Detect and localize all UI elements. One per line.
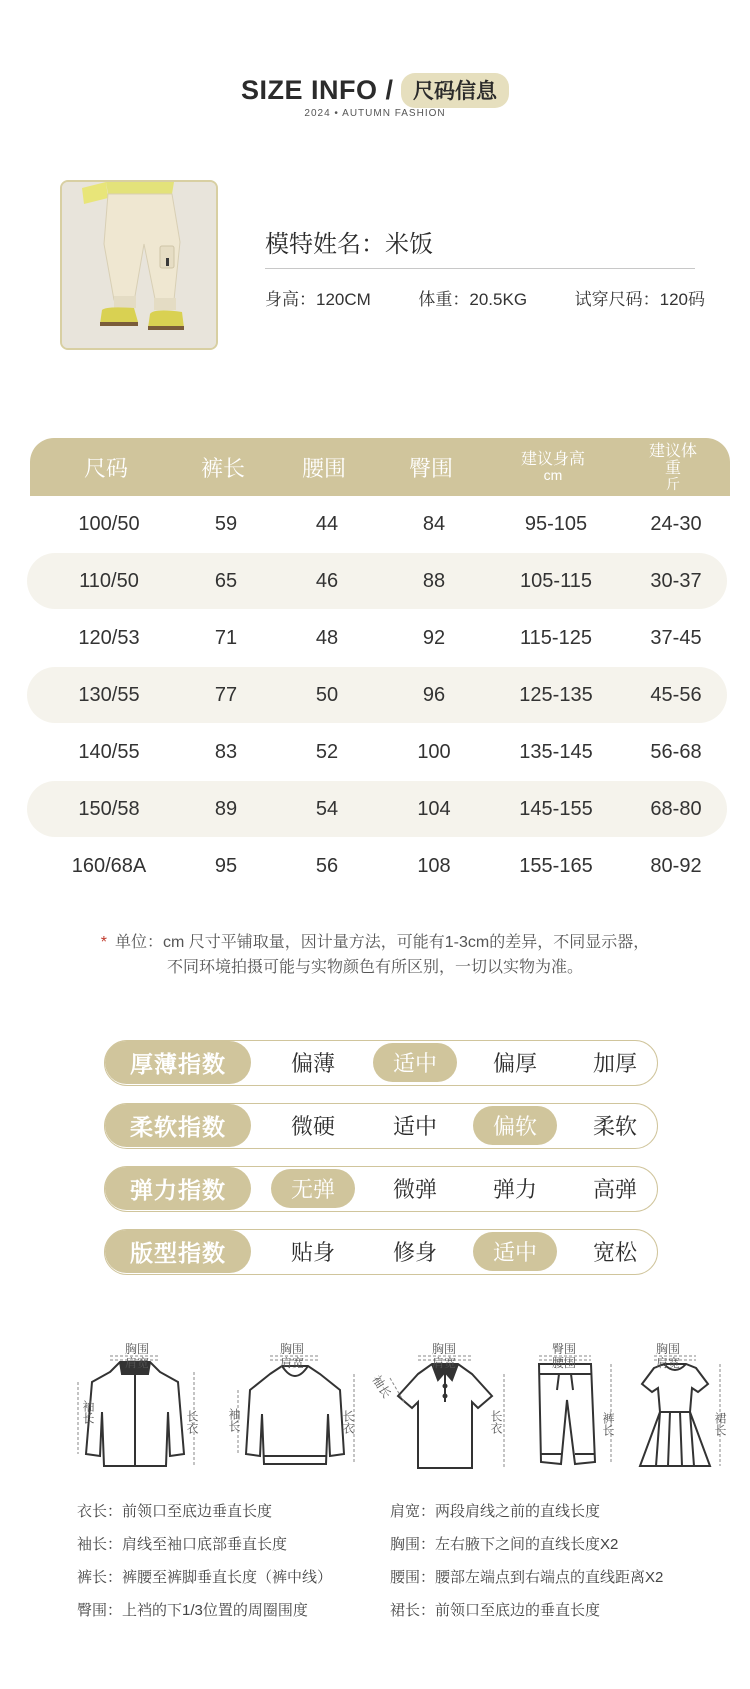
- table-row: [27, 724, 727, 780]
- cell-size: 100/50: [78, 513, 140, 535]
- note-line-1: 单位：cm 尺寸平铺取量，因计量方法，可能有1-3cm的差异，不同显示器，: [115, 934, 650, 951]
- cell-hip: 92: [422, 627, 446, 649]
- index-option-selected: 无弹: [271, 1169, 355, 1208]
- definition-hip: 臀围：上裆的下1/3位置的周圈围度: [77, 1602, 308, 1619]
- cell-suggested-height: 155-165: [519, 855, 593, 877]
- model-stats: [265, 285, 705, 310]
- table-row: [27, 667, 727, 723]
- sweater-length-label: 长衣: [341, 1410, 355, 1434]
- index-option: 高弹: [592, 1177, 637, 1202]
- header-waist: 腰围: [301, 455, 347, 481]
- cell-hip: 88: [422, 570, 446, 592]
- index-option-selected: 偏软: [473, 1106, 557, 1145]
- polo-chest-label: 胸围: [432, 1342, 457, 1356]
- model-height: 身高：120CM: [265, 290, 371, 309]
- index-option: 宽松: [592, 1240, 637, 1265]
- table-row: [27, 553, 727, 609]
- header-pants-length: 裤长: [200, 455, 246, 481]
- cell-suggested-height: 115-125: [520, 627, 592, 649]
- measurement-note: [0, 930, 750, 980]
- dress-shoulder-label: 肩宽: [656, 1356, 681, 1370]
- index-row-fit: [104, 1229, 658, 1275]
- index-option: 微硬: [290, 1114, 335, 1139]
- definition-garment-length: 衣长：前领口至底边垂直长度: [77, 1503, 273, 1520]
- cell-waist: 56: [315, 855, 339, 877]
- jacket-sleeve-label: 袖长: [81, 1400, 95, 1424]
- cell-waist: 50: [315, 684, 339, 706]
- cell-hip: 100: [417, 741, 451, 763]
- cell-waist: 52: [315, 741, 339, 763]
- definition-skirt-length: 裙长：前领口至底边的垂直长度: [390, 1602, 601, 1619]
- cell-size: 160/68A: [71, 855, 147, 877]
- cell-suggested-weight: 56-68: [650, 741, 702, 763]
- index-option: 修身: [392, 1240, 437, 1265]
- cell-size: 150/58: [78, 798, 140, 820]
- cell-hip: 96: [422, 684, 446, 706]
- index-row-elasticity: [104, 1166, 658, 1212]
- dress-chest-label: 胸围: [656, 1342, 681, 1356]
- model-illustration: [62, 182, 216, 348]
- cell-suggested-height: 105-115: [520, 570, 592, 592]
- pants-hip-label: 臀围: [552, 1342, 577, 1356]
- title-en: SIZE INFO: [240, 74, 378, 105]
- definition-chest: 胸围：左右腋下之间的直线长度X2: [390, 1536, 619, 1553]
- model-try-size: 试穿尺码：120码: [574, 290, 705, 309]
- cell-pants-length: 89: [214, 798, 238, 820]
- size-table-header: [30, 438, 730, 496]
- header-suggested-height: 建议身高 cm: [520, 451, 586, 483]
- cell-hip: 108: [417, 855, 451, 877]
- index-option: 加厚: [592, 1051, 637, 1076]
- title-subtitle: 2024 • AUTUMN FASHION: [304, 108, 446, 119]
- index-label-thickness: 厚薄指数: [105, 1041, 251, 1084]
- header-suggested-weight: 建议体重 斤: [648, 442, 697, 492]
- cell-pants-length: 95: [214, 855, 238, 877]
- index-label-softness: 柔软指数: [105, 1104, 251, 1147]
- polo-shoulder-label: 肩宽: [432, 1356, 457, 1370]
- sweater-sleeve-label: 袖长: [227, 1408, 241, 1432]
- cell-suggested-weight: 30-37: [650, 570, 702, 592]
- cell-suggested-weight: 45-56: [650, 684, 702, 706]
- index-option: 偏薄: [290, 1051, 335, 1076]
- size-info-title: [0, 70, 750, 110]
- polo-length-label: 长衣: [489, 1410, 503, 1434]
- cell-suggested-height: 145-155: [519, 798, 593, 820]
- pants-waist-label: 腰围: [552, 1356, 577, 1370]
- index-option: 贴身: [290, 1240, 335, 1265]
- cell-hip: 84: [422, 513, 446, 535]
- model-name: 模特姓名：米饭: [265, 231, 433, 258]
- index-option: 偏厚: [492, 1051, 537, 1076]
- cell-hip: 104: [417, 798, 451, 820]
- definition-sleeve-length: 袖长：肩线至袖口底部垂直长度: [77, 1536, 288, 1553]
- header-hip: 臀围: [408, 455, 454, 481]
- cell-pants-length: 83: [214, 741, 238, 763]
- index-option-selected: 适中: [473, 1232, 557, 1271]
- table-row: [27, 838, 727, 894]
- cell-waist: 48: [315, 627, 339, 649]
- cell-suggested-weight: 68-80: [650, 798, 702, 820]
- index-option: 柔软: [592, 1114, 637, 1139]
- cell-size: 120/53: [78, 627, 140, 649]
- title-slash: /: [385, 74, 394, 105]
- jacket-shoulder-label: 肩宽: [125, 1356, 150, 1370]
- index-option: 适中: [392, 1114, 437, 1139]
- definition-waist: 腰围：腰部左端点到右端点的直线距离X2: [390, 1569, 664, 1586]
- cell-waist: 54: [315, 798, 339, 820]
- cell-size: 140/55: [78, 741, 140, 763]
- index-option: 弹力: [492, 1177, 537, 1202]
- index-label-elasticity: 弹力指数: [105, 1167, 251, 1210]
- index-row-thickness: [104, 1040, 658, 1086]
- title-cn-badge: 尺码信息: [401, 73, 509, 108]
- cell-pants-length: 77: [214, 684, 238, 706]
- note-line-2: 不同环境拍摄可能与实物颜色有所区别，一切以实物为准。: [166, 959, 583, 976]
- sweater-shoulder-label: 肩宽: [280, 1356, 305, 1370]
- header-size: 尺码: [83, 455, 129, 481]
- cell-suggested-height: 95-105: [524, 513, 588, 535]
- cell-waist: 44: [315, 513, 339, 535]
- polo-sleeve-label: 袖长: [369, 1372, 394, 1401]
- cell-suggested-weight: 37-45: [650, 627, 702, 649]
- index-option-selected: 适中: [373, 1043, 457, 1082]
- cell-pants-length: 65: [214, 570, 238, 592]
- divider: [265, 268, 695, 269]
- jacket-length-label: 长衣: [185, 1410, 199, 1434]
- note-star: *: [100, 934, 107, 951]
- cell-suggested-height: 125-135: [519, 684, 593, 706]
- pants-length-label: 裤长: [601, 1412, 615, 1436]
- cell-suggested-weight: 24-30: [650, 513, 702, 535]
- index-row-softness: [104, 1103, 658, 1149]
- cell-suggested-height: 135-145: [519, 741, 593, 763]
- model-weight: 体重：20.5KG: [418, 290, 528, 309]
- table-row: [27, 781, 727, 837]
- cell-suggested-weight: 80-92: [650, 855, 702, 877]
- sweater-chest-label: 胸围: [280, 1342, 305, 1356]
- definition-shoulder: 肩宽：两段肩线之前的直线长度: [390, 1503, 601, 1520]
- cell-size: 110/50: [79, 570, 139, 592]
- cell-waist: 46: [315, 570, 339, 592]
- jacket-chest-label: 胸围: [125, 1342, 150, 1356]
- cell-size: 130/55: [78, 684, 140, 706]
- table-row: [27, 610, 727, 666]
- model-photo: [60, 180, 218, 350]
- index-option: 微弹: [392, 1177, 437, 1202]
- index-label-fit: 版型指数: [105, 1230, 251, 1273]
- cell-pants-length: 71: [214, 627, 238, 649]
- dress-length-label: 裙长: [713, 1412, 727, 1436]
- cell-pants-length: 59: [214, 513, 238, 535]
- definition-pants-length: 裤长：裤腰至裤脚垂直长度（裤中线）: [77, 1569, 333, 1586]
- table-row: [27, 496, 727, 552]
